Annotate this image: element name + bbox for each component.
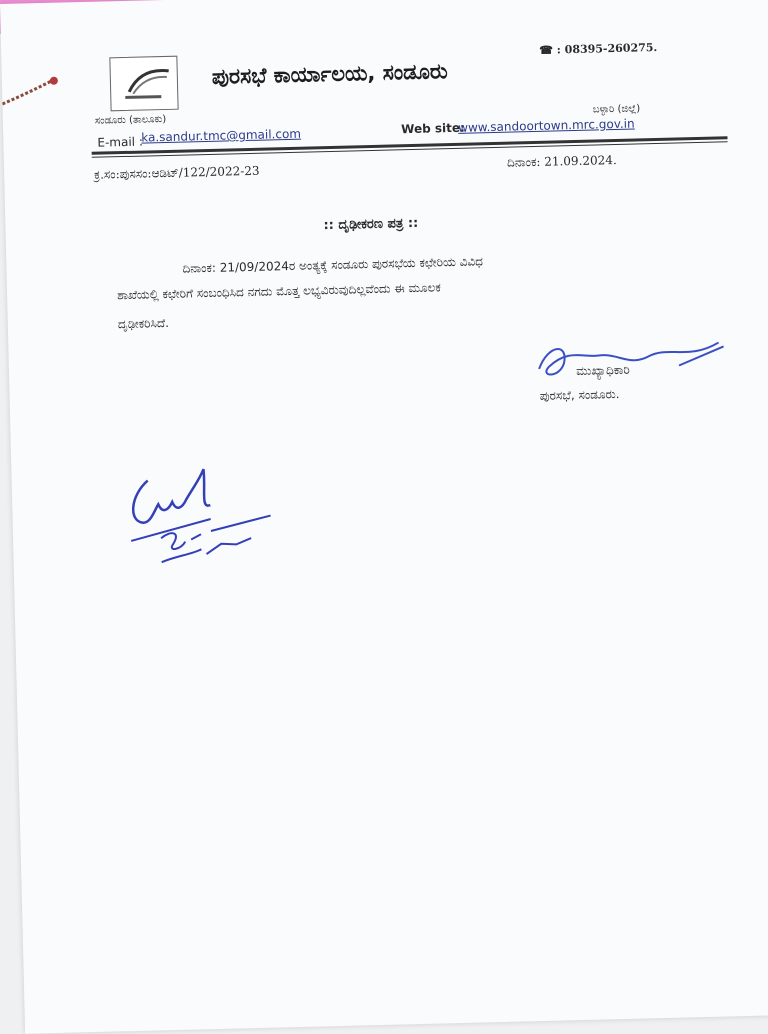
- district-label: ಬಳ್ಳಾರಿ (ಜಿಲ್ಲೆ): [592, 103, 641, 116]
- checked-handwritten-note: [119, 457, 282, 581]
- email-link: ka.sandur.tmc@gmail.com: [141, 126, 302, 145]
- office-title: ಪುರಸಭೆ ಕಾರ್ಯಾಲಯ, ಸಂಡೂರು: [211, 59, 448, 89]
- certificate-heading: :: ದೃಢೀಕರಣ ಪತ್ರ ::: [323, 215, 419, 234]
- website-link: www.sandoortown.mrc.gov.in: [457, 116, 635, 135]
- taluk-label: ಸಂಡೂರು (ತಾಲೂಕು): [94, 113, 167, 127]
- website-label: Web site:: [401, 120, 465, 137]
- body-line-3: ದೃಢೀಕರಿಸಿದೆ.: [117, 315, 170, 332]
- reference-number: ಕ್ರ.ಸಂ:ಪುಸಸಂ:ಆಡಿಟ್/122/2022-23: [94, 163, 260, 182]
- binding-string-decoration: [1, 63, 62, 124]
- officer-signature: [528, 334, 729, 387]
- email-label: E-mail :: [97, 134, 144, 150]
- signatory-office: ಪುರಸಭೆ, ಸಂಡೂರು.: [539, 386, 620, 403]
- body-line-1: ದಿನಾಂಕ: 21/09/2024ರ ಅಂತ್ಯಕ್ಕೆ ಸಂಡೂರು ಪುರಸಭೆಯ ಕಛೇರಿಯ ವಿವಿಧ: [182, 254, 484, 276]
- phone-number: ☎ : 08395-260275.: [539, 40, 658, 57]
- municipality-logo: [109, 56, 178, 112]
- body-line-2: ಶಾಖೆಯಲ್ಲಿ ಕಛೇರಿಗೆ ಸಂಬಂಧಿಸಿದ ನಗದು ಮೊತ್ತ ಲಭ್ಯವಿರುವುದಿಲ್ಲವೆಂದು ಈ ಮೂಲಕ: [116, 280, 441, 303]
- signatory-designation: ಮುಖ್ಯಾಧಿಕಾರಿ: [575, 362, 630, 379]
- letter-date: ದಿನಾಂಕ: 21.09.2024.: [506, 152, 617, 170]
